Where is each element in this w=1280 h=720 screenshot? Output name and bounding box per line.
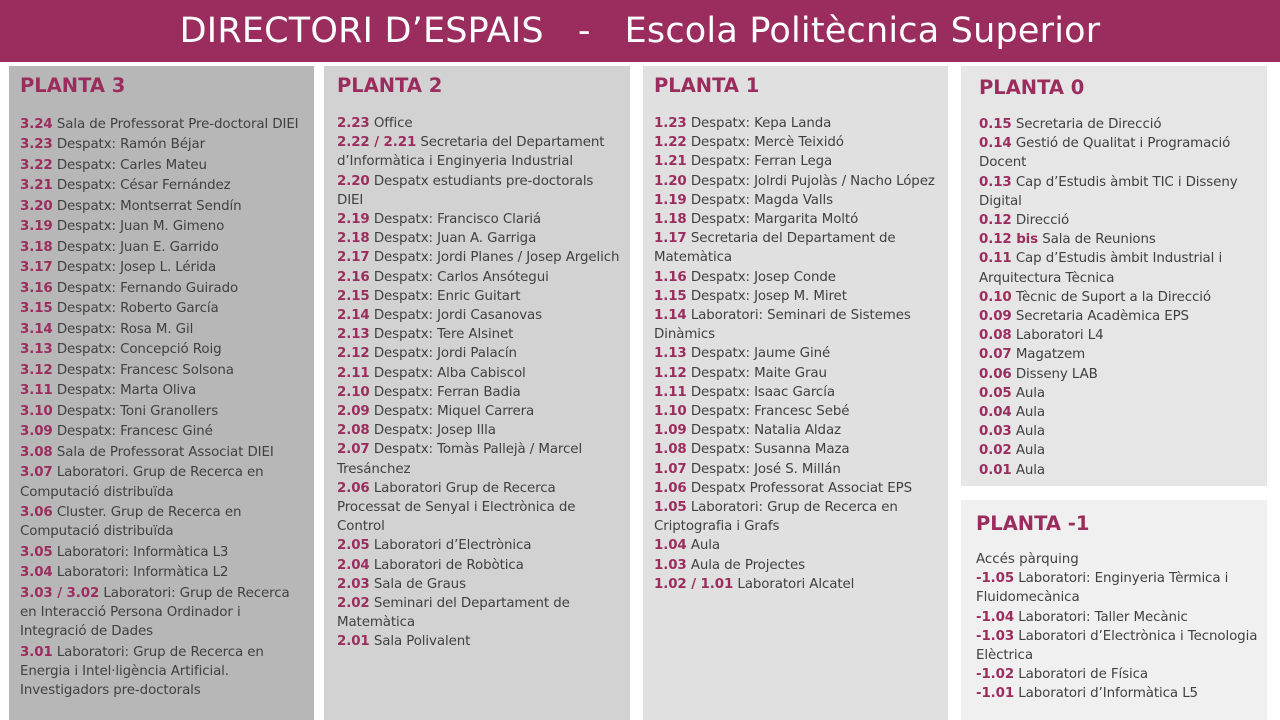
room-number: 2.10 (337, 384, 370, 400)
room-number: 1.04 (654, 538, 687, 554)
room-number: 3.09 (20, 424, 53, 440)
room-list-item (654, 440, 940, 459)
room-description: Despatx: Josep L. Lérida (56, 260, 217, 276)
room-number: 1.12 (654, 365, 687, 381)
floor-0-panel (961, 66, 1267, 486)
room-number: 0.08 (979, 328, 1012, 344)
room-description: Magatzem (1015, 347, 1086, 363)
floor-1-panel (643, 66, 948, 720)
room-number: 2.17 (337, 250, 370, 266)
room-list-item (979, 288, 1259, 307)
room-description: Laboratori de Robòtica (373, 557, 524, 573)
floor-2-list (337, 114, 622, 652)
room-number: 1.06 (654, 480, 687, 496)
room-list-item (654, 191, 940, 210)
room-number: 2.08 (337, 423, 370, 439)
room-description: Despatx: Alba Cabiscol (373, 365, 526, 381)
room-number: -1.01 (976, 686, 1015, 702)
room-list-item (979, 211, 1259, 230)
room-list-item (979, 441, 1259, 460)
room-number: 2.22 / 2.21 (337, 135, 417, 151)
room-list-item (337, 556, 622, 575)
room-list-item (654, 556, 940, 575)
room-list-item (337, 248, 622, 267)
room-description: Laboratori: Enginyeria Tèrmica i Fluidomecànica (976, 571, 1229, 606)
room-list-item (654, 268, 940, 287)
room-description: Aula (1015, 385, 1045, 401)
room-list-item (654, 575, 940, 594)
room-description: Laboratori L4 (1015, 328, 1104, 344)
room-number: 3.21 (20, 178, 53, 194)
room-list-item (20, 299, 306, 318)
room-description: Gestió de Qualitat i Programació Docent (979, 136, 1231, 171)
room-list-item (979, 403, 1259, 422)
room-list-item (654, 383, 940, 402)
room-list-item (654, 229, 940, 267)
room-description: Despatx: Francesc Giné (56, 424, 213, 440)
room-number: 3.15 (20, 301, 53, 317)
room-number: 2.03 (337, 576, 370, 592)
room-list-item (337, 421, 622, 440)
room-number: 1.02 / 1.01 (654, 576, 734, 592)
room-description: Despatx: Jordi Palacín (373, 346, 517, 362)
floor-1-title: PLANTA 1 (654, 74, 760, 97)
room-list-item (20, 135, 306, 154)
room-number: 3.16 (20, 280, 53, 296)
room-description: Despatx: Montserrat Sendín (56, 198, 242, 214)
room-number: 2.09 (337, 404, 370, 420)
room-number: -1.05 (976, 571, 1015, 587)
room-list-item (20, 381, 306, 400)
room-description: Laboratori d’Electrònica (373, 538, 532, 554)
floor-minus-1-title: PLANTA -1 (976, 512, 1090, 535)
room-list-item (979, 461, 1259, 480)
room-list-item (976, 608, 1259, 627)
room-description: Despatx: Francesc Sebé (690, 404, 850, 420)
room-description: Laboratori Grup de Recerca Processat de Senyal i Electrònica de Control (337, 480, 576, 535)
room-list-item (979, 422, 1259, 441)
room-number: 0.13 (979, 174, 1012, 190)
room-list-item (20, 543, 306, 562)
room-list-item (20, 115, 306, 134)
room-description: Despatx Professorat Associat EPS (690, 480, 912, 496)
room-list-item (20, 217, 306, 236)
room-number: 1.05 (654, 500, 687, 516)
room-list-item (979, 230, 1259, 249)
room-list-item (337, 536, 622, 555)
room-description: Despatx: Roberto García (56, 301, 219, 317)
room-description: Despatx: Magda Valls (690, 192, 833, 208)
room-number: 2.06 (337, 480, 370, 496)
room-list-item (20, 320, 306, 339)
room-number: 2.14 (337, 308, 370, 324)
room-number: 2.04 (337, 557, 370, 573)
room-number: 0.01 (979, 462, 1012, 478)
room-list-item (976, 665, 1259, 684)
room-number: 2.07 (337, 442, 370, 458)
room-list-item (20, 584, 306, 642)
room-list-item (654, 133, 940, 152)
room-description: Cluster. Grup de Recerca en Computació distribuïda (20, 505, 242, 540)
room-description: Sala Polivalent (373, 634, 471, 650)
room-description: Despatx: Margarita Moltó (690, 212, 859, 228)
room-number: 2.16 (337, 269, 370, 285)
room-list-item (654, 172, 940, 191)
room-description: Aula (1015, 424, 1045, 440)
room-list-item (20, 503, 306, 542)
room-list-item (654, 210, 940, 229)
floor-3-list (20, 115, 306, 701)
room-number: 1.16 (654, 269, 687, 285)
room-list-item (979, 307, 1259, 326)
room-number: 0.09 (979, 309, 1012, 325)
room-list-item (654, 479, 940, 498)
room-description: Despatx: Francisco Clariá (373, 212, 541, 228)
room-list-item (337, 364, 622, 383)
room-description: Despatx: Francesc Solsona (56, 362, 234, 378)
room-number: 1.09 (654, 423, 687, 439)
room-description: Laboratori d’Electrònica i Tecnologia Elèctrica (976, 628, 1258, 664)
room-description: Laboratori. Grup de Recerca en Computació distribuïda (20, 465, 264, 500)
room-number: 3.13 (20, 342, 53, 358)
room-list-item (20, 563, 306, 582)
room-description: Cap d’Estudis àmbit Industrial i Arquitectura Tècnica (979, 251, 1223, 286)
room-list-item (337, 632, 622, 651)
room-list-item (337, 172, 622, 210)
room-description: Despatx: Tomàs Pallejà / Marcel Tresánchez (337, 442, 583, 477)
room-description: Aula (690, 538, 720, 554)
room-number: 3.03 / 3.02 (20, 585, 100, 601)
room-description: Despatx: Jolrdi Pujolàs / Nacho López (690, 173, 935, 189)
room-description: Despatx: Tere Alsinet (373, 327, 514, 343)
room-list-item (337, 133, 622, 171)
floor-3-title: PLANTA 3 (20, 74, 126, 97)
floor-3-panel (9, 66, 314, 720)
room-number: 1.22 (654, 135, 687, 151)
room-description: Despatx: Mercè Teixidó (690, 135, 844, 151)
room-number: 3.01 (20, 644, 53, 660)
room-description: Laboratori: Seminari de Sistemes Dinàmics (654, 308, 911, 343)
room-number: 0.03 (979, 424, 1012, 440)
room-number: 1.08 (654, 442, 687, 458)
room-list-item (20, 643, 306, 701)
room-number: 2.05 (337, 538, 370, 554)
room-list-item (337, 344, 622, 363)
room-number: 1.21 (654, 154, 687, 170)
room-description: Despatx: Jordi Planes / Josep Argelich (373, 250, 620, 266)
room-description: Direcció (1015, 213, 1070, 229)
room-description: Laboratori: Taller Mecànic (1018, 609, 1188, 625)
room-number: 2.15 (337, 288, 370, 304)
room-description: Despatx: Jaume Giné (690, 346, 831, 362)
room-number: 2.20 (337, 173, 370, 189)
parking-access-note: Accés pàrquing (976, 552, 1079, 567)
room-number: 3.06 (20, 505, 53, 521)
room-number: 1.17 (654, 231, 687, 247)
room-description: Aula (1015, 443, 1045, 459)
room-list-item (337, 440, 622, 478)
room-list-item (979, 115, 1259, 134)
room-number: -1.02 (976, 667, 1015, 683)
room-list-item (337, 114, 622, 133)
room-list-item (976, 627, 1259, 665)
room-list-item (654, 152, 940, 171)
room-description: Despatx: Marta Oliva (56, 383, 197, 399)
room-number: 3.19 (20, 219, 53, 235)
room-number: 3.05 (20, 544, 53, 560)
room-description: Laboratori Alcatel (737, 576, 855, 592)
room-description: Despatx: Juan A. Garriga (373, 231, 537, 247)
room-number: 3.10 (20, 403, 53, 419)
room-list-item (976, 569, 1259, 607)
floor-2-title: PLANTA 2 (337, 74, 443, 97)
room-description: Despatx: Josep M. Miret (690, 288, 847, 304)
room-list-item (337, 268, 622, 287)
room-description: Despatx: Josep Illa (373, 423, 496, 439)
room-description: Despatx: Miquel Carrera (373, 404, 535, 420)
room-number: 3.07 (20, 465, 53, 481)
room-list-item (20, 463, 306, 502)
room-description: Aula de Projectes (690, 557, 805, 573)
room-description: Cap d’Estudis àmbit TIC i Disseny Digital (979, 174, 1238, 209)
floor-0-list (979, 115, 1259, 480)
room-description: Laboratori: Grup de Recerca en Criptografia i Grafs (654, 500, 898, 535)
room-number: 0.11 (979, 251, 1012, 267)
room-list-item (337, 210, 622, 229)
room-number: 0.06 (979, 366, 1012, 382)
page-title: DIRECTORI D’ESPAIS - Escola Politècnica Superior (0, 0, 1280, 62)
room-number: 0.04 (979, 405, 1012, 421)
room-list-item (979, 173, 1259, 211)
room-list-item (20, 197, 306, 216)
room-list-item (337, 287, 622, 306)
room-list-item (337, 594, 622, 632)
room-number: 3.12 (20, 362, 53, 378)
room-description: Despatx: Kepa Landa (690, 116, 832, 131)
room-description: Laboratori: Grup de Recerca en Energia i Intel·ligència Artificial. Investigadors pre-doctorals (20, 644, 264, 699)
room-description: Secretaria del Departament d’Informàtica i Enginyeria Industrial (337, 135, 605, 170)
room-number: 0.14 (979, 136, 1012, 152)
room-description: Despatx: Ferran Badia (373, 384, 521, 400)
room-description: Aula (1015, 462, 1045, 478)
room-description: Secretaria Acadèmica EPS (1015, 309, 1189, 325)
room-number: 2.11 (337, 365, 370, 381)
room-list-item (654, 536, 940, 555)
room-number: 1.18 (654, 212, 687, 228)
room-description: Despatx: Enric Guitart (373, 288, 521, 304)
room-list-item (654, 460, 940, 479)
room-description: Sala de Professorat Pre-doctoral DIEI (56, 117, 299, 132)
room-number: 2.01 (337, 634, 370, 650)
room-number: 1.15 (654, 288, 687, 304)
room-description: Seminari del Departament de Matemàtica (337, 596, 570, 631)
floor-1-list (654, 114, 940, 594)
room-number: 3.11 (20, 383, 53, 399)
room-list-item (654, 114, 940, 133)
room-list-item (20, 402, 306, 421)
room-list-item (337, 306, 622, 325)
room-number: 0.07 (979, 347, 1012, 363)
room-description: Despatx: José S. Millán (690, 461, 841, 477)
room-description: Laboratori: Grup de Recerca en Interacció Persona Ordinador i Integració de Dades (20, 585, 290, 640)
floor-minus-1-panel (961, 500, 1267, 720)
room-list-item (979, 365, 1259, 384)
room-number: 1.23 (654, 116, 687, 131)
room-number: 3.23 (20, 137, 53, 153)
room-list-item (20, 361, 306, 380)
room-list-item (20, 156, 306, 175)
room-description: Despatx: Ramón Béjar (56, 137, 206, 153)
room-number: 0.12 (979, 213, 1012, 229)
room-number: -1.03 (976, 628, 1015, 644)
room-list-item (20, 340, 306, 359)
room-number: 0.10 (979, 289, 1012, 305)
room-list-item (20, 422, 306, 441)
room-description: Sala de Professorat Associat DIEI (56, 444, 274, 460)
room-list-item (654, 402, 940, 421)
room-number: 1.19 (654, 192, 687, 208)
room-description: Despatx: Susanna Maza (690, 442, 850, 458)
room-description: Despatx: Concepció Roig (56, 342, 222, 358)
room-list-item (20, 443, 306, 462)
room-number: 3.04 (20, 565, 53, 581)
room-description: Despatx: Jordi Casanovas (373, 308, 542, 324)
room-list-item (654, 364, 940, 383)
room-number: 3.14 (20, 321, 53, 337)
room-description: Laboratori d’Informàtica L5 (1018, 686, 1198, 702)
room-list-item (979, 326, 1259, 345)
room-description: Despatx: Josep Conde (690, 269, 836, 285)
room-number: 1.14 (654, 308, 687, 324)
room-list-item (654, 344, 940, 363)
room-list-item (976, 684, 1259, 703)
room-description: Despatx: Maite Grau (690, 365, 827, 381)
floor-minus-1-list (976, 569, 1259, 703)
room-description: Office (373, 116, 413, 131)
room-number: 3.22 (20, 157, 53, 173)
room-number: 1.13 (654, 346, 687, 362)
room-number: 2.13 (337, 327, 370, 343)
floor-2-panel (324, 66, 630, 720)
room-list-item (20, 279, 306, 298)
room-list-item (337, 229, 622, 248)
room-number: 0.15 (979, 117, 1012, 132)
room-description: Despatx: Rosa M. Gil (56, 321, 194, 337)
room-list-item (654, 287, 940, 306)
room-list-item (979, 249, 1259, 287)
room-description: Tècnic de Suport a la Direcció (1015, 289, 1211, 305)
floor-0-title: PLANTA 0 (979, 76, 1085, 99)
room-number: 1.20 (654, 173, 687, 189)
room-list-item (337, 575, 622, 594)
room-number: 2.12 (337, 346, 370, 362)
room-list-item (654, 421, 940, 440)
room-list-item (979, 345, 1259, 364)
room-number: 1.11 (654, 384, 687, 400)
room-list-item (654, 306, 940, 344)
room-number: 3.17 (20, 260, 53, 276)
room-number: 0.05 (979, 385, 1012, 401)
room-number: 1.07 (654, 461, 687, 477)
room-description: Aula (1015, 405, 1045, 421)
room-list-item (979, 384, 1259, 403)
room-list-item (337, 325, 622, 344)
room-list-item (337, 479, 622, 537)
room-number: 3.08 (20, 444, 53, 460)
room-description: Laboratori: Informàtica L3 (56, 544, 229, 560)
room-number: 2.19 (337, 212, 370, 228)
room-number: 2.02 (337, 596, 370, 612)
room-description: Despatx: Toni Granollers (56, 403, 219, 419)
room-number: 1.10 (654, 404, 687, 420)
room-number: 1.03 (654, 557, 687, 573)
room-list-item (654, 498, 940, 536)
room-number: 2.18 (337, 231, 370, 247)
room-description: Secretaria del Departament de Matemàtica (654, 231, 896, 266)
room-description: Despatx: Juan M. Gimeno (56, 219, 225, 235)
room-description: Despatx: Isaac García (690, 384, 835, 400)
room-list-item (337, 383, 622, 402)
room-list-item (979, 134, 1259, 172)
room-description: Despatx: Juan E. Garrido (56, 239, 219, 255)
room-list-item (20, 258, 306, 277)
room-number: -1.04 (976, 609, 1015, 625)
room-description: Despatx estudiants pre-doctorals DIEI (337, 173, 594, 208)
room-description: Despatx: Natalia Aldaz (690, 423, 841, 439)
room-description: Despatx: Fernando Guirado (56, 280, 239, 296)
room-description: Laboratori: Informàtica L2 (56, 565, 229, 581)
room-number: 3.20 (20, 198, 53, 214)
room-list-item (337, 402, 622, 421)
room-description: Despatx: Carlos Ansótegui (373, 269, 549, 285)
room-description: Laboratori de Física (1018, 667, 1148, 683)
room-description: Disseny LAB (1015, 366, 1098, 382)
room-number: 0.12 bis (979, 232, 1039, 248)
room-number: 0.02 (979, 443, 1012, 459)
room-list-item (20, 176, 306, 195)
room-list-item (20, 238, 306, 257)
room-description: Sala de Graus (373, 576, 466, 592)
room-description: Despatx: Carles Mateu (56, 157, 207, 173)
room-number: 2.23 (337, 116, 370, 131)
room-description: Secretaria de Direcció (1015, 117, 1162, 132)
room-number: 3.24 (20, 117, 53, 132)
room-description: Despatx: César Fernández (56, 178, 231, 194)
room-number: 3.18 (20, 239, 53, 255)
room-description: Despatx: Ferran Lega (690, 154, 833, 170)
room-description: Sala de Reunions (1042, 232, 1156, 248)
